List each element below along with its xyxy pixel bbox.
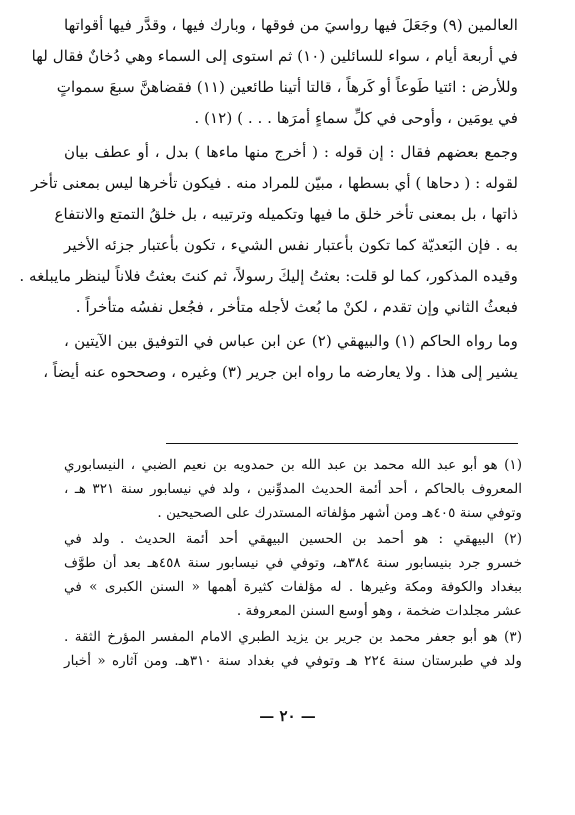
footnote-2-line-4: عشر مجلدات ضخمة ، وهو أوسع السنن المعروفة . <box>236 603 522 619</box>
footnote-2-line-3: ببغداد والكوفة ومكة وغيرها . له مؤلفات كثيرة أهمها « السنن الكبرى » في <box>64 579 522 595</box>
text-line-8: به . فإن البَعديّة كما تكون بأعتبار نفس الشيء ، تكون بأعتبار جزئه الأخير <box>64 236 518 254</box>
text-line-7: ذاتها ، بل بمعنى تأخر خلق ما فيها وتكميله وترتيبه ، بل خلقُ التمتع والانتفاع <box>54 205 518 223</box>
text-line-2: في أربعة أيام ، سواء للسائلين (١٠) ثم استوى إلى السماء وهي دُخانٌ فقال لها <box>31 47 518 65</box>
footnote-divider <box>166 443 518 444</box>
text-line-6: لقوله : ( دحاها ) أي بسطها ، مبيّن للمراد منه . فيكون تأخرها ليس بمعنى تأخر <box>30 174 518 192</box>
footnote-1-line-2: المعروف بالحاكم ، أحد أئمة الحديث المدوِّنين ، ولد في نيسابور سنة ٣٢١ هـ ، <box>64 481 522 497</box>
text-line-5: وجمع بعضهم فقال : إن قوله : ( أخرج منها ماءها ) بدل ، أو عطف بيان <box>64 143 518 161</box>
footnote-1-line-3: وتوفي سنة ٤٠٥هـ ومن أشهر مؤلفاته المستدرك على الصحيحين . <box>157 505 522 521</box>
footnote-3-line-1: (٣) هو أبو جعفر محمد بن جرير بن يزيد الطبري الامام المفسر المؤرخ الثقة . <box>64 629 522 645</box>
page-number: — ٢٠ — <box>259 707 316 725</box>
text-line-9: وقيده المذكور، كما لو قلت: بعثتُ إليكَ رسولاً، ثم كنتَ بعثتُ فلاناً لينظر مايبلغه . <box>19 267 518 285</box>
footnote-2-line-2: خسرو جرد بنيسابور سنة ٣٨٤هـ، وتوفي في نيسابور سنة ٤٥٨هـ بعد أن طوَّف <box>64 555 522 571</box>
footnote-2-line-1: (٢) البيهقي : هو أحمد بن الحسين البيهقي أحد أئمة الحديث . ولد في <box>64 531 522 547</box>
footnote-1-line-1: (١) هو أبو عبد الله محمد بن عبد الله بن حمدويه بن نعيم الضبي ، النيسابوري <box>64 457 522 473</box>
text-line-1: العالمين (٩) وجَعَلَ فيها رواسيَ من فوقها ، وبارك فيها ، وقدَّر فيها أقواتها <box>64 16 518 34</box>
text-line-4: في يومَين ، وأوحى في كلِّ سماءٍ أمرَها . . . ) (١٢) . <box>194 109 518 127</box>
footnote-3-line-2: ولد في طبرستان سنة ٢٢٤ هـ وتوفي في بغداد سنة ٣١٠هـ. ومن آثاره « أخبار <box>64 653 522 669</box>
text-line-12: يشير إلى هذا . ولا يعارضه ما رواه ابن جرير (٣) وغيره ، وصححوه عنه أيضاً ، <box>43 363 518 381</box>
main-text <box>19 10 518 388</box>
text-line-10: فبعثُ الثاني وإن تقدم ، لكنْ ما بُعث لأجله متأخر ، فجُعل نفسُه متأخراً . <box>75 298 518 316</box>
footnotes <box>64 453 522 673</box>
text-line-3: وللأرض : ائتيا طَوعاً أو كَرهاً ، قالتا أتينا طائعين (١١) فقضاهنَّ سبعَ سمواتٍ <box>56 78 518 96</box>
text-line-11: وما رواه الحاكم (١) والبيهقي (٢) عن ابن عباس في التوفيق بين الآيتين ، <box>64 332 518 350</box>
